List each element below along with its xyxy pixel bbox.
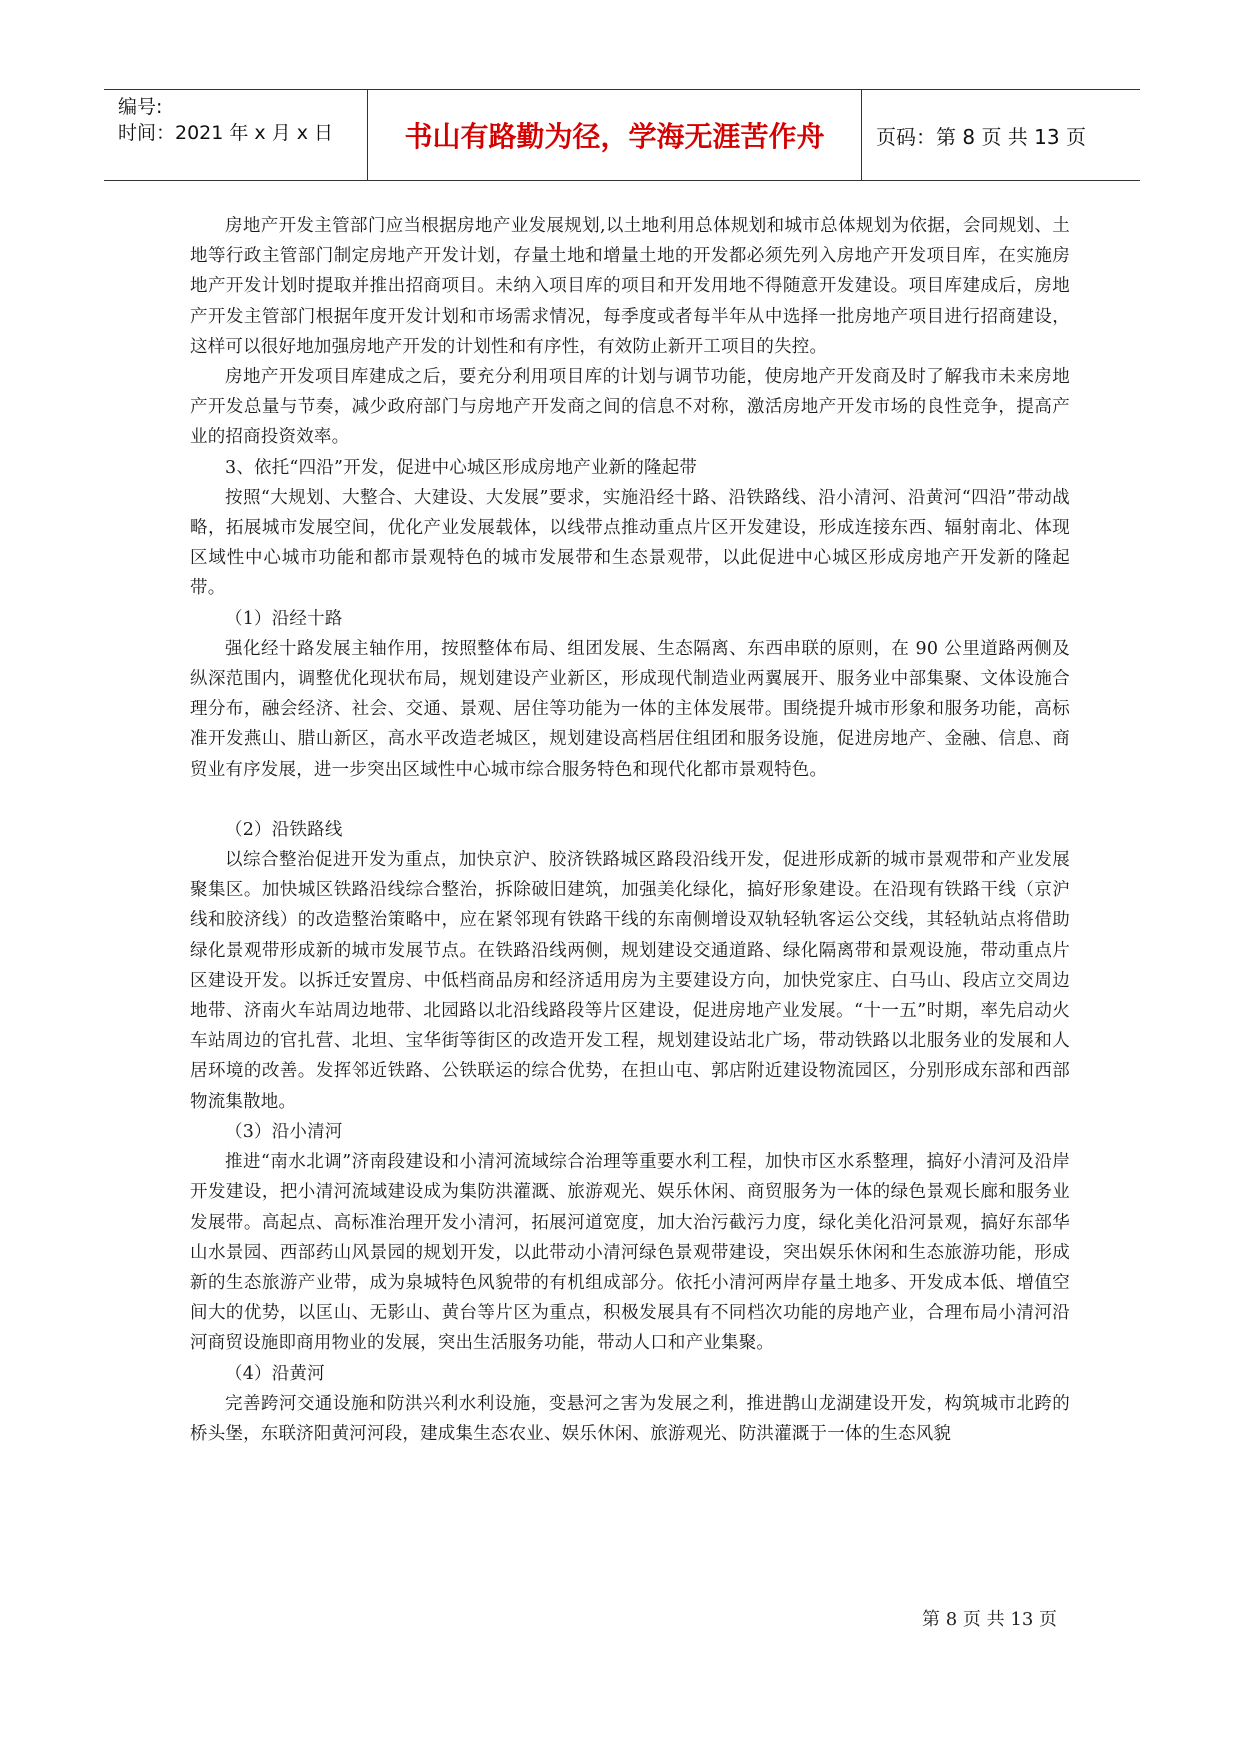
paragraph: 以综合整治促进开发为重点，加快京沪、胶济铁路城区路段沿线开发，促进形成新的城市景观带和产业发展聚集区。加快城区铁路沿线综合整治，拆除破旧建筑，加强美化绿化，搞好形象建设。在沿现有铁路干线（京沪线和胶济线）的改造整治策略中，应在紧邻现有铁路干线的东南侧增设双轨轻轨客运公交线，其轻轨站点将借助绿化景观带形成新的城市发展节点。在铁路沿线两侧，规划建设交通道路、绿化隔离带和景观设施，带动重点片区建设开发。以拆迁安置房、中低档商品房和经济适用房为主要建设方向，加快党家庄、白马山、段店立交周边地带、济南火车站周边地带、北园路以北沿线路段等片区建设，促进房地产业发展。“十一五”时期，率先启动火车站周边的官扎营、北坦、宝华街等街区的改造开发工程，规划建设站北广场，带动铁路以北服务业的发展和人居环境的改善。发挥邻近铁路、公铁联运的综合优势，在担山屯、郭店附近建设物流园区，分别形成东部和西部物流集散地。 [190, 850, 1070, 1112]
paragraph: 房地产开发主管部门应当根据房地产业发展规划,以土地利用总体规划和城市总体规划为依据，会同规划、土地等行政主管部门制定房地产开发计划，存量土地和增量土地的开发都必须先列入房地产开发项目库，在实施房地产开发计划时提取并推出招商项目。未纳入项目库的项目和开发用地不得随意开发建设。项目库建成后，房地产开发主管部门根据年度开发计划和市场需求情况，每季度或者每半年从中选择一批房地产项目进行招商建设，这样可以很好地加强房地产开发的计划性和有序性，有效防止新开工项目的失控。 [190, 216, 1070, 357]
paragraph: 房地产开发项目库建成之后，要充分利用项目库的计划与调节功能，使房地产开发商及时了解我市未来房地产开发总量与节奏，减少政府部门与房地产开发商之间的信息不对称，激活房地产开发市场的良性竞争，提高产业的招商投资效率。 [190, 367, 1070, 448]
subsection-heading: （4）沿黄河 [225, 1363, 325, 1384]
paragraph: 推进“南水北调”济南段建设和小清河流域综合治理等重要水利工程，加快市区水系整理，搞好小清河及沿岸开发建设，把小清河流域建设成为集防洪灌溉、旅游观光、娱乐休闲、商贸服务为一体的绿色景观长廊和服务业发展带。高起点、高标准治理开发小清河，拓展河道宽度，加大治污截污力度，绿化美化沿河景观，搞好东部华山水景园、西部药山风景园的规划开发，以此带动小清河绿色景观带建设，突出娱乐休闲和生态旅游功能，形成新的生态旅游产业带，成为泉城特色风貌带的有机组成部分。依托小清河两岸存量土地多、开发成本低、增值空间大的优势，以匡山、无影山、黄台等片区为重点，积极发展具有不同档次功能的房地产业，合理布局小清河沿河商贸设施即商用物业的发展，突出生活服务功能，带动人口和产业集聚。 [190, 1152, 1070, 1354]
paragraph: 强化经十路发展主轴作用，按照整体布局、组团发展、生态隔离、东西串联的原则，在 90 公里道路两侧及纵深范围内，调整优化现状布局，规划建设产业新区，形成现代制造业两翼展开、服务业中部集聚、文体设施合理分布，融会经济、社会、交通、景观、居住等功能为一体的主体发展带。围绕提升城市形象和服务功能，高标准开发燕山、腊山新区，高水平改造老城区，规划建设高档居住组团和服务设施，促进房地产、金融、信息、商贸业有序发展，进一步突出区域性中心城市综合服务特色和现代化都市景观特色。 [190, 638, 1070, 780]
document-number-label: 编号: [118, 96, 163, 118]
paragraph: 按照“大规划、大整合、大建设、大发展”要求，实施沿经十路、沿铁路线、沿小清河、沿黄河“四沿”带动战略，拓展城市发展空间，优化产业发展载体，以线带点推动重点片区开发建设，形成连接东西、辐射南北、体现区域性中心城市功能和都市景观特色的城市发展带和生态景观带，以此促进中心城区形成房地产开发新的隆起带。 [190, 487, 1070, 599]
section-heading: 3、依托“四沿”开发，促进中心城区形成房地产业新的隆起带 [225, 457, 698, 478]
page-footer: 第 8 页 共 13 页 [922, 1609, 1057, 1630]
subsection-heading: （1）沿经十路 [225, 608, 343, 629]
paragraph-spacer [190, 785, 1070, 815]
document-time-label: 时间：2021 年 x 月 x 日 [118, 122, 334, 144]
header-page-indicator: 页码：第 8 页 共 13 页 [876, 124, 1086, 149]
paragraph: 完善跨河交通设施和防洪兴利水利设施，变悬河之害为发展之利，推进鹊山龙湖建设开发，构筑城市北跨的桥头堡，东联济阳黄河河段，建成集生态农业、娱乐休闲、旅游观光、防洪灌溉于一体的生态风貌 [190, 1393, 1070, 1444]
header-table [104, 89, 1140, 181]
header-motto: 书山有路勤为径，学海无涯苦作舟 [368, 90, 862, 180]
subsection-heading: （2）沿铁路线 [225, 819, 343, 840]
header-info-cell [104, 90, 368, 180]
subsection-heading: （3）沿小清河 [225, 1121, 343, 1142]
document-body [190, 211, 1070, 1449]
